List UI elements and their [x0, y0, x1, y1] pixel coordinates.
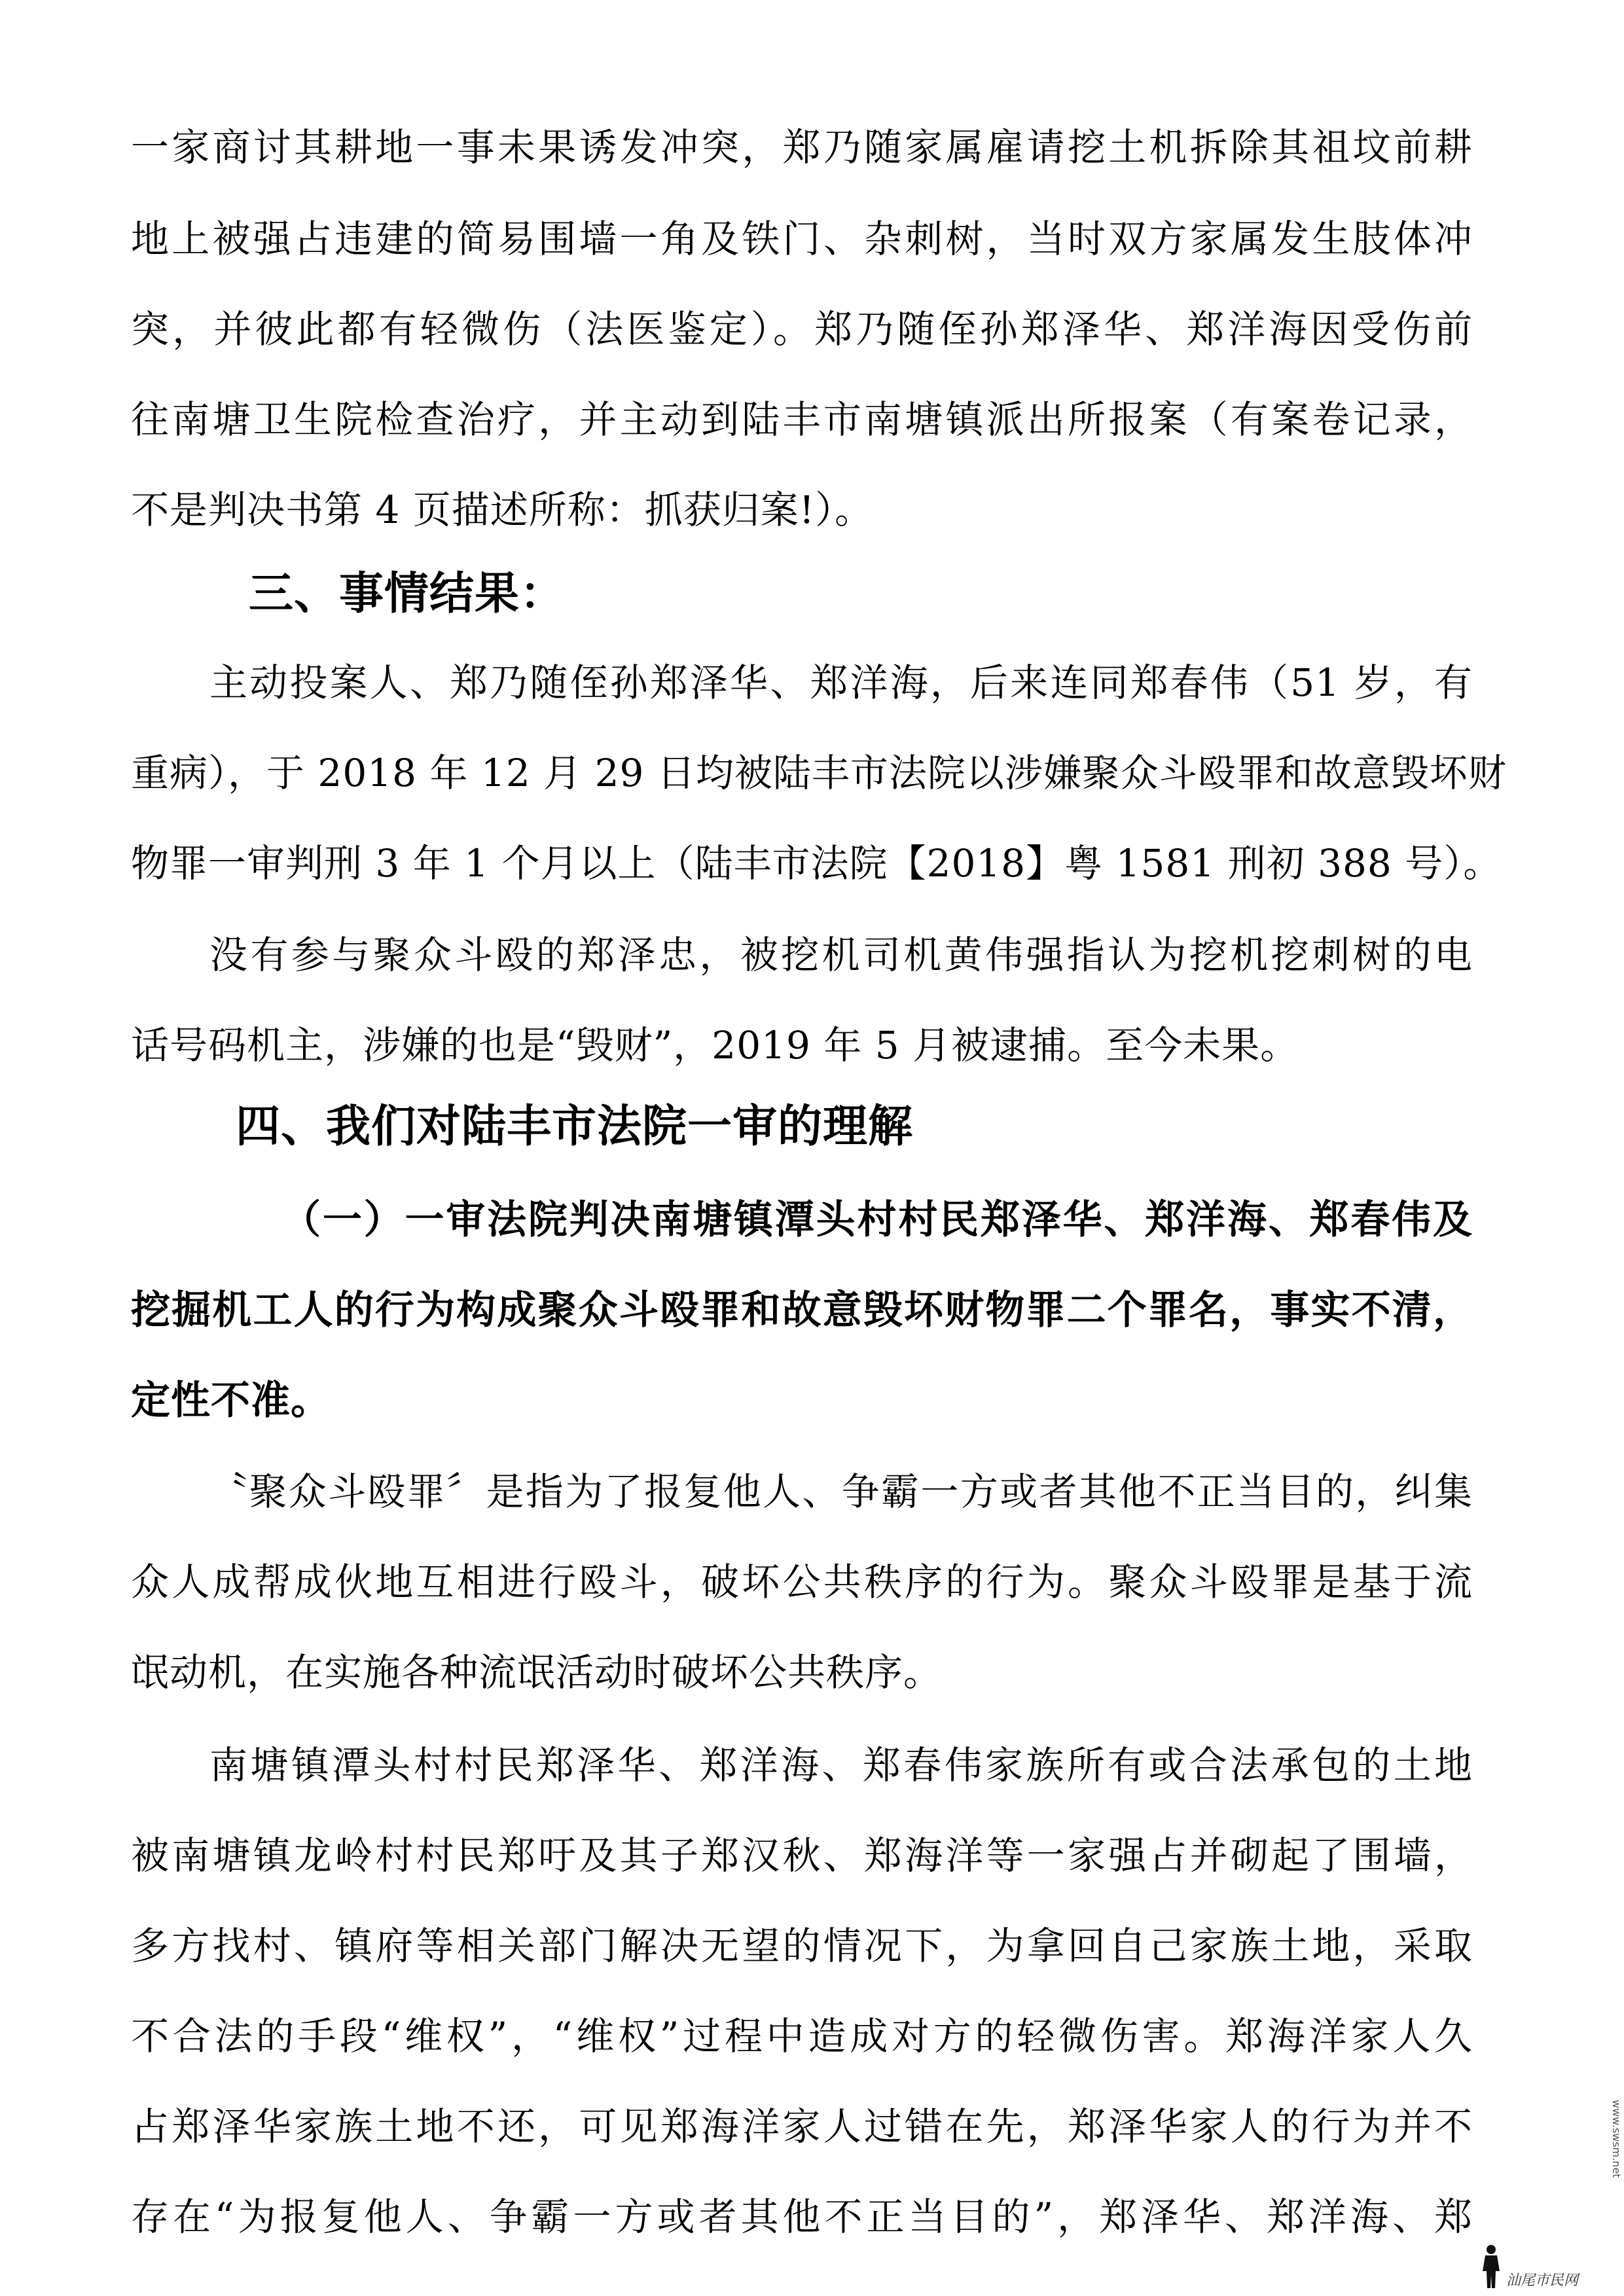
- subsection-heading-line-1: （一）一审法院判决南塘镇潭头村村民郑泽华、郑洋海、郑春伟及: [281, 1197, 1473, 1243]
- analysis-line-5: 占郑泽华家族土地不还，可见郑海洋家人过错在先，郑泽华家人的行为并不: [131, 2104, 1473, 2149]
- body-line-1: 一家商讨其耕地一事未果诱发冲突，郑乃随家属雇请挖土机拆除其祖坟前耕: [131, 125, 1473, 170]
- result-line-2: 重病），于 2018 年 12 月 29 日均被陆丰市法院以涉嫌聚众斗殴罪和故意毁坏财: [131, 751, 1507, 795]
- person-silhouette-icon: [1480, 2244, 1502, 2289]
- watermark-text: 汕尾市民网: [1506, 2272, 1579, 2289]
- result-line-3: 物罪一审判刑 3 年 1 个月以上（陆丰市法院【2018】粤 1581 刑初 388 号）。: [131, 841, 1502, 886]
- analysis-line-6: 存在“为报复他人、争霸一方或者其他不正当目的”，郑泽华、郑洋海、郑: [131, 2195, 1473, 2239]
- analysis-line-4: 不合法的手段“维权”，“维权”过程中造成对方的轻微伤害。郑海洋家人久: [131, 2014, 1473, 2058]
- analysis-line-1: 南塘镇潭头村村民郑泽华、郑洋海、郑春伟家族所有或合法承包的土地: [209, 1743, 1473, 1787]
- result-line-1: 主动投案人、郑乃随侄孙郑泽华、郑洋海，后来连同郑春伟（51 岁，有: [209, 660, 1473, 705]
- arrest-line-1: 没有参与聚众斗殴的郑泽忠，被挖机司机黄伟强指认为挖机挖刺树的电: [209, 933, 1473, 977]
- body-line-3: 突，并彼此都有轻微伤（法医鉴定）。郑乃随侄孙郑泽华、郑洋海因受伤前: [131, 307, 1473, 351]
- watermark-url: www.swsm.net: [1610, 2100, 1623, 2178]
- body-line-5: 不是判决书第 4 页描述所称：抓获归案!）。: [131, 488, 874, 532]
- definition-line-1: 〝聚众斗殴罪〞是指为了报复他人、争霸一方或者其他不正当目的，纠集: [209, 1469, 1473, 1514]
- body-line-2: 地上被强占违建的简易围墙一角及铁门、杂刺树，当时双方家属发生肢体冲: [131, 217, 1473, 261]
- analysis-line-2: 被南塘镇龙岭村村民郑吁及其子郑汉秋、郑海洋等一家强占并砌起了围墙，: [131, 1833, 1473, 1878]
- section-heading-3: 三、事情结果：: [249, 568, 566, 620]
- arrest-line-2: 话号码机主，涉嫌的也是“毁财”，2019 年 5 月被逮捕。至今未果。: [131, 1023, 1299, 1067]
- site-watermark: [1480, 2237, 1611, 2289]
- section-heading-4: 四、我们对陆丰市法院一审的理解: [236, 1101, 914, 1153]
- subsection-heading-line-3: 定性不准。: [131, 1378, 331, 1424]
- body-line-4: 往南塘卫生院检查治疗，并主动到陆丰市南塘镇派出所报案（有案卷记录，: [131, 397, 1473, 442]
- analysis-line-3: 多方找村、镇府等相关部门解决无望的情况下，为拿回自己家族土地，采取: [131, 1924, 1473, 1968]
- subsection-heading-line-2: 挖掘机工人的行为构成聚众斗殴罪和故意毁坏财物罪二个罪名，事实不清，: [131, 1287, 1473, 1333]
- definition-line-3: 氓动机，在实施各种流氓活动时破坏公共秩序。: [131, 1650, 943, 1695]
- definition-line-2: 众人成帮成伙地互相进行殴斗，破坏公共秩序的行为。聚众斗殴罪是基于流: [131, 1560, 1473, 1604]
